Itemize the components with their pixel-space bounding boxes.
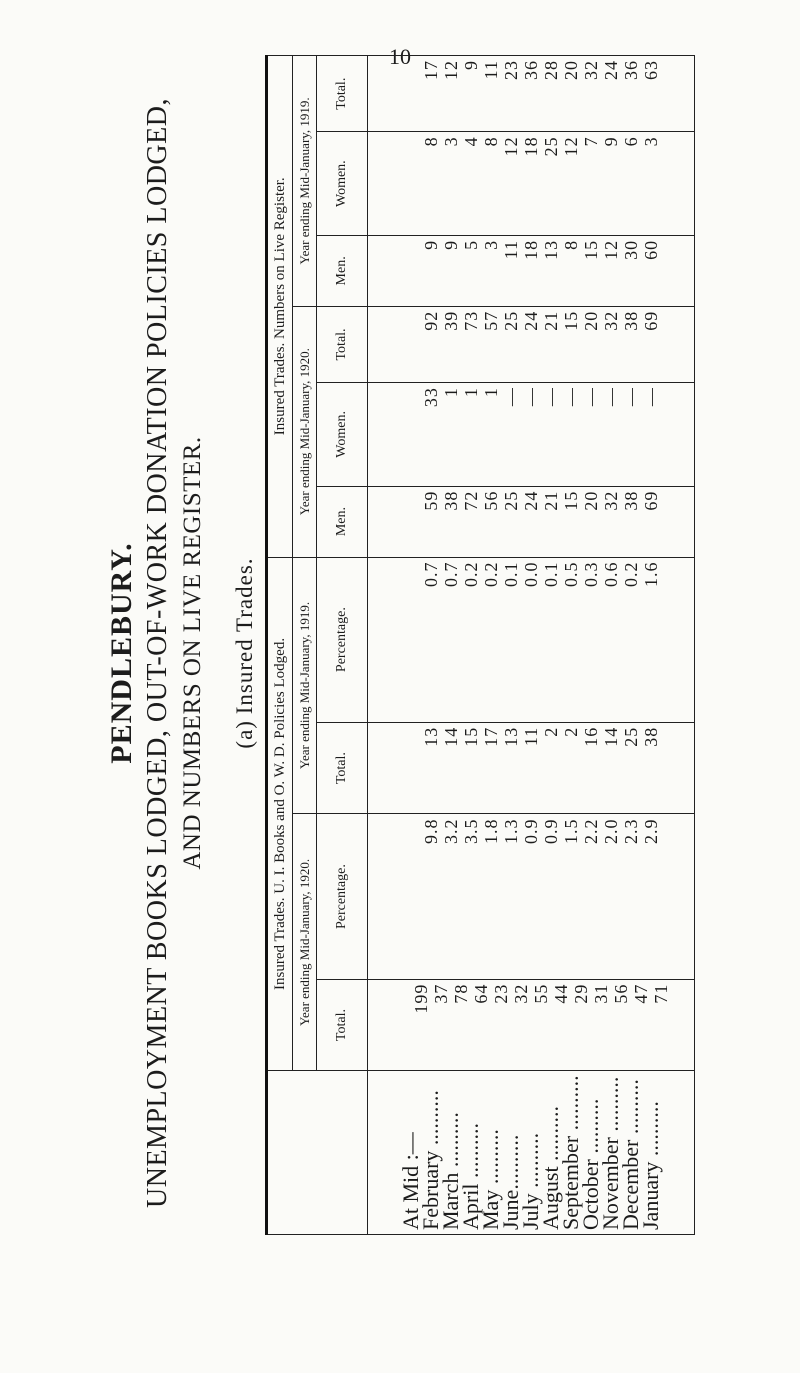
table-row-value: 20 xyxy=(581,490,602,511)
section-title: Insured Trades. xyxy=(232,557,257,715)
table-row-value: March .......... xyxy=(438,1112,464,1230)
table-row-value: 71 xyxy=(651,983,672,1004)
table-row-value: 7 xyxy=(581,136,602,147)
group-b-period-1919: Year ending Mid-January, 1919. xyxy=(293,56,317,307)
table-row-value: 3 xyxy=(441,136,462,147)
table-row-value: 56 xyxy=(481,490,502,511)
b-men-1920-column xyxy=(368,486,695,557)
table-row-value: 199 xyxy=(411,983,432,1014)
month-labels-cell xyxy=(368,1071,695,1235)
group-a-period-1920: Year ending Mid-January, 1920. xyxy=(293,814,317,1071)
table-row-value: 9 xyxy=(421,239,442,250)
table-row-value: 38 xyxy=(441,490,462,511)
table-row-value: 21 xyxy=(541,310,562,331)
table-row-value: 11 xyxy=(521,726,542,747)
place-title: PENDLEBURY. xyxy=(105,542,138,764)
table-row-value: 0.3 xyxy=(581,561,602,588)
table-row-value: 57 xyxy=(481,310,502,331)
table-row-value: 56 xyxy=(611,983,632,1004)
table-row-value: 59 xyxy=(421,490,442,511)
table-row-value: 1.8 xyxy=(481,818,502,844)
table-row-value: 17 xyxy=(481,726,502,747)
table-row-value: September .......... xyxy=(558,1075,584,1230)
table-row-value: April .......... xyxy=(458,1123,484,1230)
table-row-value: December .......... xyxy=(618,1079,644,1230)
table-row-value: 0.1 xyxy=(541,561,562,588)
table-row-value: 33 xyxy=(421,387,442,408)
table-row-value xyxy=(401,60,421,127)
table-row-value: 18 xyxy=(521,136,542,157)
table-row-value: 25 xyxy=(621,726,642,747)
table-row-value xyxy=(401,311,421,378)
col-header-a-pct-1920: Percentage. xyxy=(317,814,368,979)
table-row-value: 0.0 xyxy=(521,561,542,588)
table-row-value: 2.0 xyxy=(601,818,622,844)
table-row-value: 55 xyxy=(531,983,552,1004)
col-header-b-total-1919: Total. xyxy=(317,56,368,132)
table-row-value: 15 xyxy=(461,726,482,747)
table-row-value: 39 xyxy=(441,310,462,331)
table-row-value: 3 xyxy=(481,239,502,250)
table-row-value: 3 xyxy=(641,136,662,147)
b-women-1919-column xyxy=(368,132,695,235)
table-row-value: — xyxy=(641,387,662,407)
table-row-value: 5 xyxy=(461,239,482,250)
table-row-value: 0.7 xyxy=(421,561,442,588)
table-row-value: 24 xyxy=(601,60,622,80)
table-row-value: 44 xyxy=(551,983,572,1004)
table-row-value: 11 xyxy=(501,239,522,260)
a-pct-1919-column xyxy=(368,557,695,722)
group-a-title: Insured Trades. U. I. Books and O. W. D. Policies Lodged. xyxy=(267,557,293,1071)
page-number: 10 xyxy=(389,44,411,69)
table-row-value: 9 xyxy=(601,136,622,147)
table-row-value: 36 xyxy=(621,60,642,80)
table-row-value: July .......... xyxy=(518,1132,544,1230)
table-row-value: 20 xyxy=(581,310,602,331)
table-row-value: 2.9 xyxy=(641,818,662,844)
group-b-title: Insured Trades. Numbers on Live Register. xyxy=(267,56,293,558)
col-header-a-total-1920: Total. xyxy=(317,979,368,1071)
table-row-value: 2 xyxy=(541,726,562,737)
table-row-value: 38 xyxy=(621,490,642,511)
table-row-value: 63 xyxy=(641,60,662,80)
table-row-value: 1 xyxy=(441,387,462,398)
table-row-value: 1 xyxy=(481,387,502,398)
table-row-value: 12 xyxy=(441,60,462,80)
table-row-value: 8 xyxy=(561,239,582,250)
table-row-value: — xyxy=(521,387,542,407)
page-header xyxy=(104,73,258,1233)
col-header-a-total-1919: Total. xyxy=(317,722,368,814)
table-row-value: 29 xyxy=(571,983,592,1004)
statistics-table xyxy=(265,55,695,1235)
table-row-value: 9 xyxy=(441,239,462,250)
table-row-value: 37 xyxy=(431,983,452,1004)
table-row-value xyxy=(401,562,421,718)
table-row-value: 0.5 xyxy=(561,561,582,588)
table-row-value: 0.2 xyxy=(461,561,482,588)
table-row-value: 17 xyxy=(421,60,442,80)
table-row-value: 13 xyxy=(421,726,442,747)
group-a-period-1919: Year ending Mid-January, 1919. xyxy=(293,557,317,814)
col-header-b-men-1919: Men. xyxy=(317,235,368,306)
table-row-value: 73 xyxy=(461,310,482,331)
table-row-value: May .......... xyxy=(478,1129,504,1230)
month-list xyxy=(398,1075,664,1230)
table-row-value: 25 xyxy=(541,136,562,157)
table-row-value: 14 xyxy=(601,726,622,747)
table-row-value: 25 xyxy=(501,310,522,331)
table-row-value xyxy=(391,984,411,1067)
col-header-b-total-1920: Total. xyxy=(317,306,368,382)
table-row-value: 23 xyxy=(501,60,522,80)
table-row-value xyxy=(401,819,421,975)
a-total-1920-column xyxy=(368,979,695,1071)
table-row-value: 12 xyxy=(601,239,622,260)
table-row-value: 24 xyxy=(521,490,542,511)
table-row-value: 0.1 xyxy=(501,561,522,588)
table-row-value: 0.2 xyxy=(481,561,502,588)
table-row-value: 25 xyxy=(501,490,522,511)
table-row-value: November .......... xyxy=(598,1076,624,1230)
table-row-value: 72 xyxy=(461,490,482,511)
b-total-1920-column xyxy=(368,306,695,382)
table-row-value xyxy=(401,136,421,230)
table-row-value: 0.7 xyxy=(441,561,462,588)
table-row-value: 12 xyxy=(501,136,522,157)
table-row-value: 23 xyxy=(491,983,512,1004)
section-heading xyxy=(232,73,258,1233)
table-row-value: 30 xyxy=(621,239,642,260)
table-row-value: 60 xyxy=(641,239,662,260)
main-title-line-1: UNEMPLOYMENT BOOKS LODGED, OUT-OF-WORK DONATION POLICIES LODGED, xyxy=(142,98,173,1208)
table-row-value: February .......... xyxy=(418,1090,444,1230)
col-header-b-women-1919: Women. xyxy=(317,132,368,235)
table-row-value xyxy=(401,491,421,553)
table-row-value: 4 xyxy=(461,136,482,147)
table-row-value: 6 xyxy=(621,136,642,147)
table-row-value xyxy=(401,387,421,481)
table-row-value: 92 xyxy=(421,310,442,331)
table-row-value: 0.2 xyxy=(621,561,642,588)
table-row-value: 15 xyxy=(561,490,582,511)
table-row-value: 3.5 xyxy=(461,818,482,844)
table-row-value: — xyxy=(621,387,642,407)
table-row-value: 13 xyxy=(541,239,562,260)
table-row-value: 69 xyxy=(641,310,662,331)
table-row-value: 47 xyxy=(631,983,652,1004)
col-header-a-pct-1919: Percentage. xyxy=(317,557,368,722)
table-row-value: 16 xyxy=(581,726,602,747)
table-row-value: 3.2 xyxy=(441,818,462,844)
table-row-value: 0.6 xyxy=(601,561,622,588)
a-pct-1920-column xyxy=(368,814,695,979)
month-column-header xyxy=(267,1071,368,1235)
table-row-value: 38 xyxy=(621,310,642,331)
a-total-1919-column xyxy=(368,722,695,814)
table-row-value: 11 xyxy=(481,60,502,80)
table-row-value: 0.9 xyxy=(541,818,562,844)
table-row-value: 15 xyxy=(581,239,602,260)
table-row-value: 2.2 xyxy=(581,818,602,844)
group-b-period-1920: Year ending Mid-January, 1920. xyxy=(293,306,317,557)
table-row-value: 1 xyxy=(461,387,482,398)
table-row-value: 28 xyxy=(541,60,562,80)
table-row-value: 8 xyxy=(481,136,502,147)
b-men-1919-column xyxy=(368,235,695,306)
b-total-1919-column xyxy=(368,56,695,132)
table-row-value: 78 xyxy=(451,983,472,1004)
table-row-value: June.......... xyxy=(498,1134,524,1230)
table-row-value: 0.9 xyxy=(521,818,542,844)
table-row-value: 9 xyxy=(461,60,482,70)
table-row-value: 13 xyxy=(501,726,522,747)
table-row-value: 15 xyxy=(561,310,582,331)
table-row-value: 12 xyxy=(561,136,582,157)
table-row-value: — xyxy=(561,387,582,407)
table-row-value: — xyxy=(581,387,602,407)
section-letter: (a) xyxy=(232,720,257,749)
table-row-value: 9.8 xyxy=(421,818,442,844)
table-row-value: 69 xyxy=(641,490,662,511)
table-row-value: 18 xyxy=(521,239,542,260)
table-row-value: 1.5 xyxy=(561,818,582,844)
table-row-value: — xyxy=(541,387,562,407)
table-row-value: August .......... xyxy=(538,1105,564,1230)
col-header-b-men-1920: Men. xyxy=(317,486,368,557)
table-row-value: October .......... xyxy=(578,1098,604,1230)
table-row-value: 21 xyxy=(541,490,562,511)
table-row-value: 64 xyxy=(471,983,492,1004)
table-row-value: 20 xyxy=(561,60,582,80)
table-row-value: — xyxy=(601,387,622,407)
table-row-value: 32 xyxy=(511,983,532,1004)
table-row-value: 31 xyxy=(591,983,612,1004)
table-row-value: 2 xyxy=(561,726,582,737)
b-women-1920-column xyxy=(368,383,695,486)
table-row-value: 1.3 xyxy=(501,818,522,844)
table-row-value: January .......... xyxy=(638,1101,664,1230)
table-row-value xyxy=(401,240,421,302)
table-row-value: 32 xyxy=(601,490,622,511)
table-row-value: 8 xyxy=(421,136,442,147)
table-row-value: 32 xyxy=(581,60,602,80)
table-row-value: 38 xyxy=(641,726,662,747)
main-title-line-2: AND NUMBERS ON LIVE REGISTER. xyxy=(179,436,206,870)
table-row-value: 2.3 xyxy=(621,818,642,844)
table-row-value: 24 xyxy=(521,310,542,331)
table-row-value xyxy=(401,727,421,810)
table-row-value: At Mid :— xyxy=(398,1132,424,1230)
table-row-value: 1.6 xyxy=(641,561,662,588)
table-row-value: — xyxy=(501,387,522,407)
table-row-value: 36 xyxy=(521,60,542,80)
table-row-value: 32 xyxy=(601,310,622,331)
table-row-value: 14 xyxy=(441,726,462,747)
col-header-b-women-1920: Women. xyxy=(317,383,368,486)
